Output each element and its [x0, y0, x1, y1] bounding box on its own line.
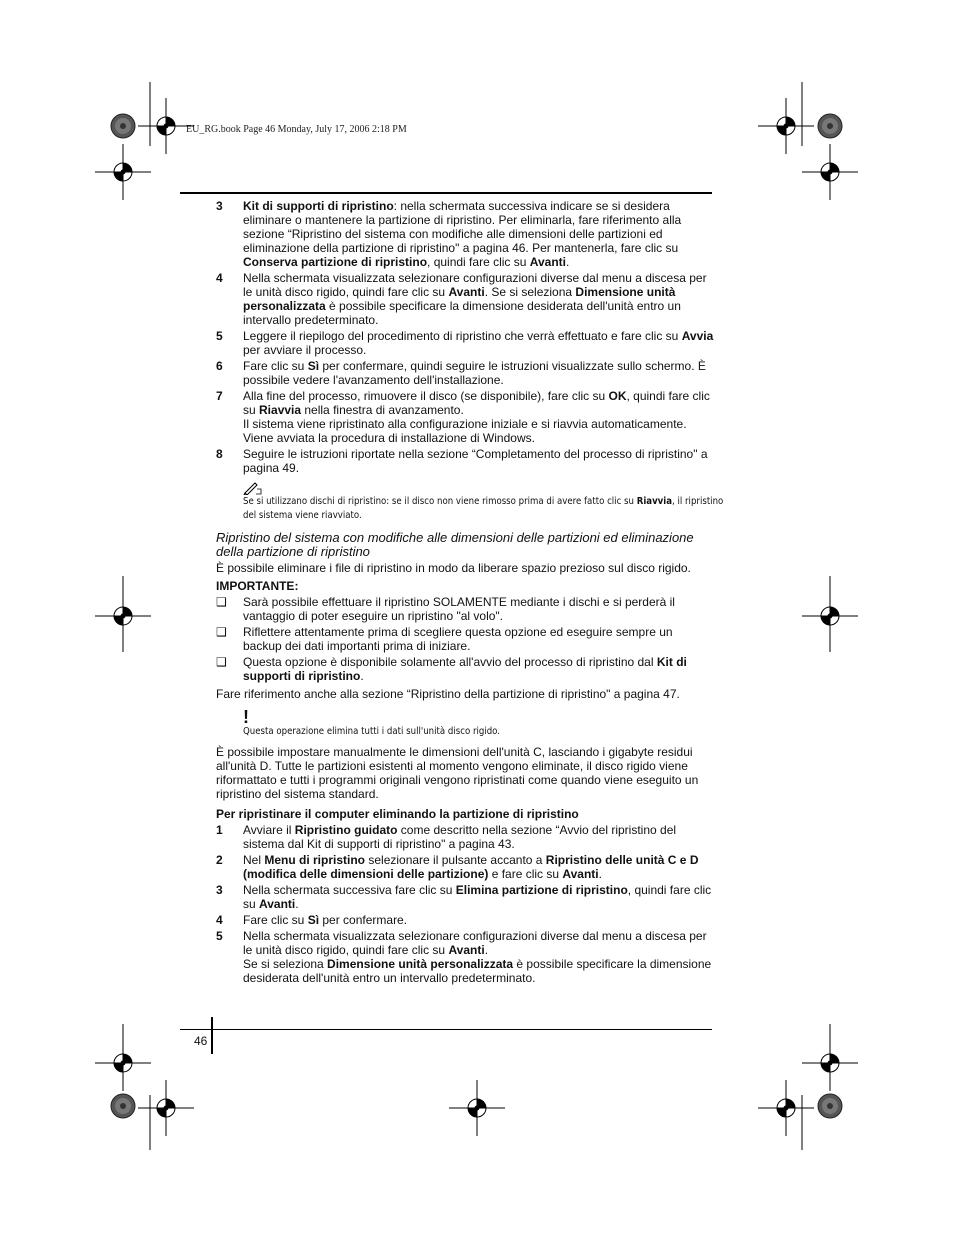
step-text: Fare clic su Sì per confermare, quindi seguire le istruzioni visualizzate sullo schermo. È possibile vedere l'avanzamento dell'installazione.: [243, 359, 706, 387]
crosshair-mark: [95, 98, 858, 1136]
bullet-text: Riflettere attentamente prima di scegliere questa opzione ed eseguire sempre un backup dei dati importanti prima di iniziare.: [243, 625, 673, 653]
section-title: Ripristino del sistema con modifiche alle dimensioni delle partizioni ed eliminazione della partizione di ripristino: [216, 530, 694, 559]
step-text: Alla fine del processo, rimuovere il disco (se disponibile), fare clic su OK, quindi fare clic su Riavvia nella finestra di avanzamento. Il sistema viene ripristinato alla configurazione iniziale e si riavvia automaticamente. Viene avviata la procedura di installazione di Windows.: [243, 389, 710, 445]
rosette-mark: [111, 114, 842, 1118]
see-also-text: Fare riferimento anche alla sezione “Ripristino della partizione di ripristino" a pagina 47.: [216, 687, 680, 701]
step-number: 8: [216, 447, 223, 461]
step-number: 3: [216, 199, 223, 213]
warning-text: Questa operazione elimina tutti i dati sull'unità disco rigido.: [243, 726, 501, 737]
step-number: 1: [216, 823, 223, 837]
page-number: 46: [194, 1034, 208, 1048]
step-number: 4: [216, 913, 223, 927]
step-text: Nella schermata visualizzata selezionare configurazioni diverse dal menu a discesa per le unità disco rigido, quindi fare clic su Avanti. Se si seleziona Dimensione unità personalizzata è possibile specificare la dimensione desiderata dell'unità entro un intervallo predeterminato.: [243, 929, 712, 985]
step-text: Fare clic su Sì per confermare.: [243, 913, 408, 927]
step-number: 7: [216, 389, 223, 403]
step-number: 3: [216, 883, 223, 897]
step-text: Kit di supporti di ripristino: nella schermata successiva indicare se si desidera eliminare o mantenere la partizione di ripristino. Per eliminarla, fare riferimento alla sezione “Ripristino del sistema con modifiche alle dimensioni delle partizioni ed eliminazione della partizione di ripristino" a pagina 46. Per mantenerla, fare clic su Conserva partizione di ripristino, quindi fare clic su Avanti.: [243, 199, 682, 269]
book-info-header: EU_RG.book Page 46 Monday, July 17, 2006 2:18 PM: [186, 124, 407, 135]
section-intro: È possibile eliminare i file di ripristino in modo da liberare spazio prezioso sul disco rigido.: [216, 561, 691, 575]
step-number: 5: [216, 929, 223, 943]
step-number: 4: [216, 271, 223, 285]
step-text: Nel Menu di ripristino selezionare il pulsante accanto a Ripristino delle unità C e D (modifica delle dimensioni delle partizione) e fare clic su Avanti.: [243, 853, 699, 881]
paragraph-manual-size: È possibile impostare manualmente le dimensioni dell'unità C, lasciando i gigabyte residui all'unità D. Tutte le partizioni esistenti al momento vengono eliminate, il disco rigido viene riformattato e tutti i programmi originali vengono ripristinati come quando viene eseguito un ripristino del sistema standard.: [216, 745, 699, 801]
step-number: 5: [216, 329, 223, 343]
important-label: IMPORTANTE:: [216, 579, 299, 593]
step-number: 2: [216, 853, 223, 867]
procedure-title: Per ripristinare il computer eliminando la partizione di ripristino: [216, 807, 579, 821]
step-text: Avviare il Ripristino guidato come descritto nella sezione “Avvio del ripristino del sistema dal Kit di supporti di ripristino" a pagina 43.: [243, 823, 677, 851]
step-text: Nella schermata visualizzata selezionare configurazioni diverse dal menu a discesa per le unità disco rigido, quindi fare clic su Avanti. Se si seleziona Dimensione unità personalizzata è possibile specificare la dimensione desiderata dell'unità entro un intervallo predeterminato.: [243, 271, 707, 327]
step-number: 6: [216, 359, 223, 373]
checkbox-bullet-icon: ❑: [216, 625, 227, 639]
note-text: Se si utilizzano dischi di ripristino: se il disco non viene rimosso prima di avere fatto clic su Riavvia, il ripristino del sistema viene riavviato.: [243, 496, 724, 521]
checkbox-bullet-icon: ❑: [216, 655, 227, 669]
checkbox-bullet-icon: ❑: [216, 595, 227, 609]
bullet-text: Sarà possibile effettuare il ripristino SOLAMENTE mediante i dischi e si perderà il vantaggio di poter eseguire un ripristino "al volo".: [243, 595, 675, 623]
bullet-text: Questa opzione è disponibile solamente all'avvio del processo di ripristino dal Kit di supporti di ripristino.: [243, 655, 687, 683]
warning-exclamation-icon: !: [243, 707, 249, 727]
step-text: Leggere il riepilogo del procedimento di ripristino che verrà effettuato e fare clic su Avvia per avviare il processo.: [243, 329, 714, 357]
step-text: Seguire le istruzioni riportate nella sezione “Completamento del processo di ripristino" a pagina 49.: [243, 447, 708, 475]
step-text: Nella schermata successiva fare clic su Elimina partizione di ripristino, quindi fare clic su Avanti.: [243, 883, 712, 911]
